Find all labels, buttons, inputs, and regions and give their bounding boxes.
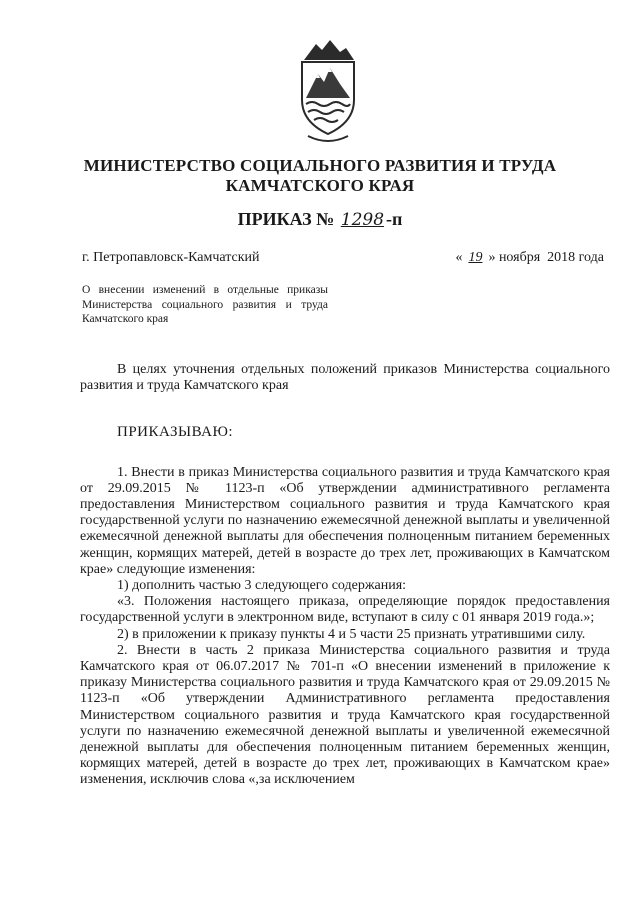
date-close-quote: »	[488, 250, 496, 265]
order-number: 1298	[340, 210, 385, 230]
paragraph-1-item-2: 2) в приложении к приказу пункты 4 и 5 части 25 признать утратившими силу.	[117, 626, 586, 642]
date-day: 19	[468, 250, 483, 265]
order-prefix: ПРИКАЗ №	[237, 209, 335, 229]
ministry-line-1: МИНИСТЕРСТВО СОЦИАЛЬНОГО РАЗВИТИЯ И ТРУДА	[83, 156, 557, 175]
order-suffix: -п	[386, 209, 403, 229]
issue-date	[455, 250, 604, 266]
order-subject: О внесении изменений в отдельные приказы Министерства социального развития и труда Камчатского края	[82, 284, 328, 325]
paragraph-1-item-1: 1) дополнить частью 3 следующего содержания:	[117, 578, 407, 594]
paragraph-2: 2. Внести в часть 2 приказа Министерства социального развития и труда Камчатского края от 06.07.2017 № 701-п «О внесении изменений в приложение к приказу Министерства социального развития и труда Камчатского края от 29.09.2015 № 1123-п «Об утверждении Административного регламента предоставления Министерством социального развития и труда Камчатского края государственной услуги по назначению ежемесячной денежной выплаты и увеличенной ежемесячной денежной выплаты для обеспечения полноценным питанием беременных женщин, кормящих матерей, детей в возрасте до трех лет, проживающих в Камчатском крае» изменения, исключив слова «,за исключением	[80, 642, 610, 788]
paragraph-1: 1. Внести в приказ Министерства социального развития и труда Камчатского края от 29.09.2015 № 1123-п «Об утверждении административного регламента предоставления Министерством социального развития и труда Камчатского края государственной услуги по назначению ежемесячной денежной выплаты и увеличенной ежемесячной денежной выплаты для обеспечения полноценным питанием беременных женщин, кормящих матерей, детей в возрасте до трех лет, проживающих в Камчатском крае» следующие изменения:	[80, 464, 610, 577]
date-month-year: ноября 2018 года	[498, 250, 604, 265]
paragraph-1-item-1-quote: «3. Положения настоящего приказа, определяющие порядок предоставления государственной услуги в электронном виде, вступают в силу с 01 января 2019 года.»;	[80, 594, 610, 626]
ministry-line-2: КАМЧАТСКОГО КРАЯ	[225, 176, 415, 195]
date-open-quote: «	[455, 250, 463, 265]
ministry-name	[0, 156, 640, 196]
document-body	[80, 362, 610, 789]
preamble-paragraph: В целях уточнения отдельных положений приказов Министерства социального развития и труда Камчатского края	[80, 362, 610, 394]
kamchatka-coat-of-arms-icon	[298, 38, 358, 148]
issue-place: г. Петропавловск-Камчатский	[82, 250, 260, 265]
order-word: ПРИКАЗЫВАЮ:	[117, 424, 234, 441]
order-title	[0, 209, 640, 230]
